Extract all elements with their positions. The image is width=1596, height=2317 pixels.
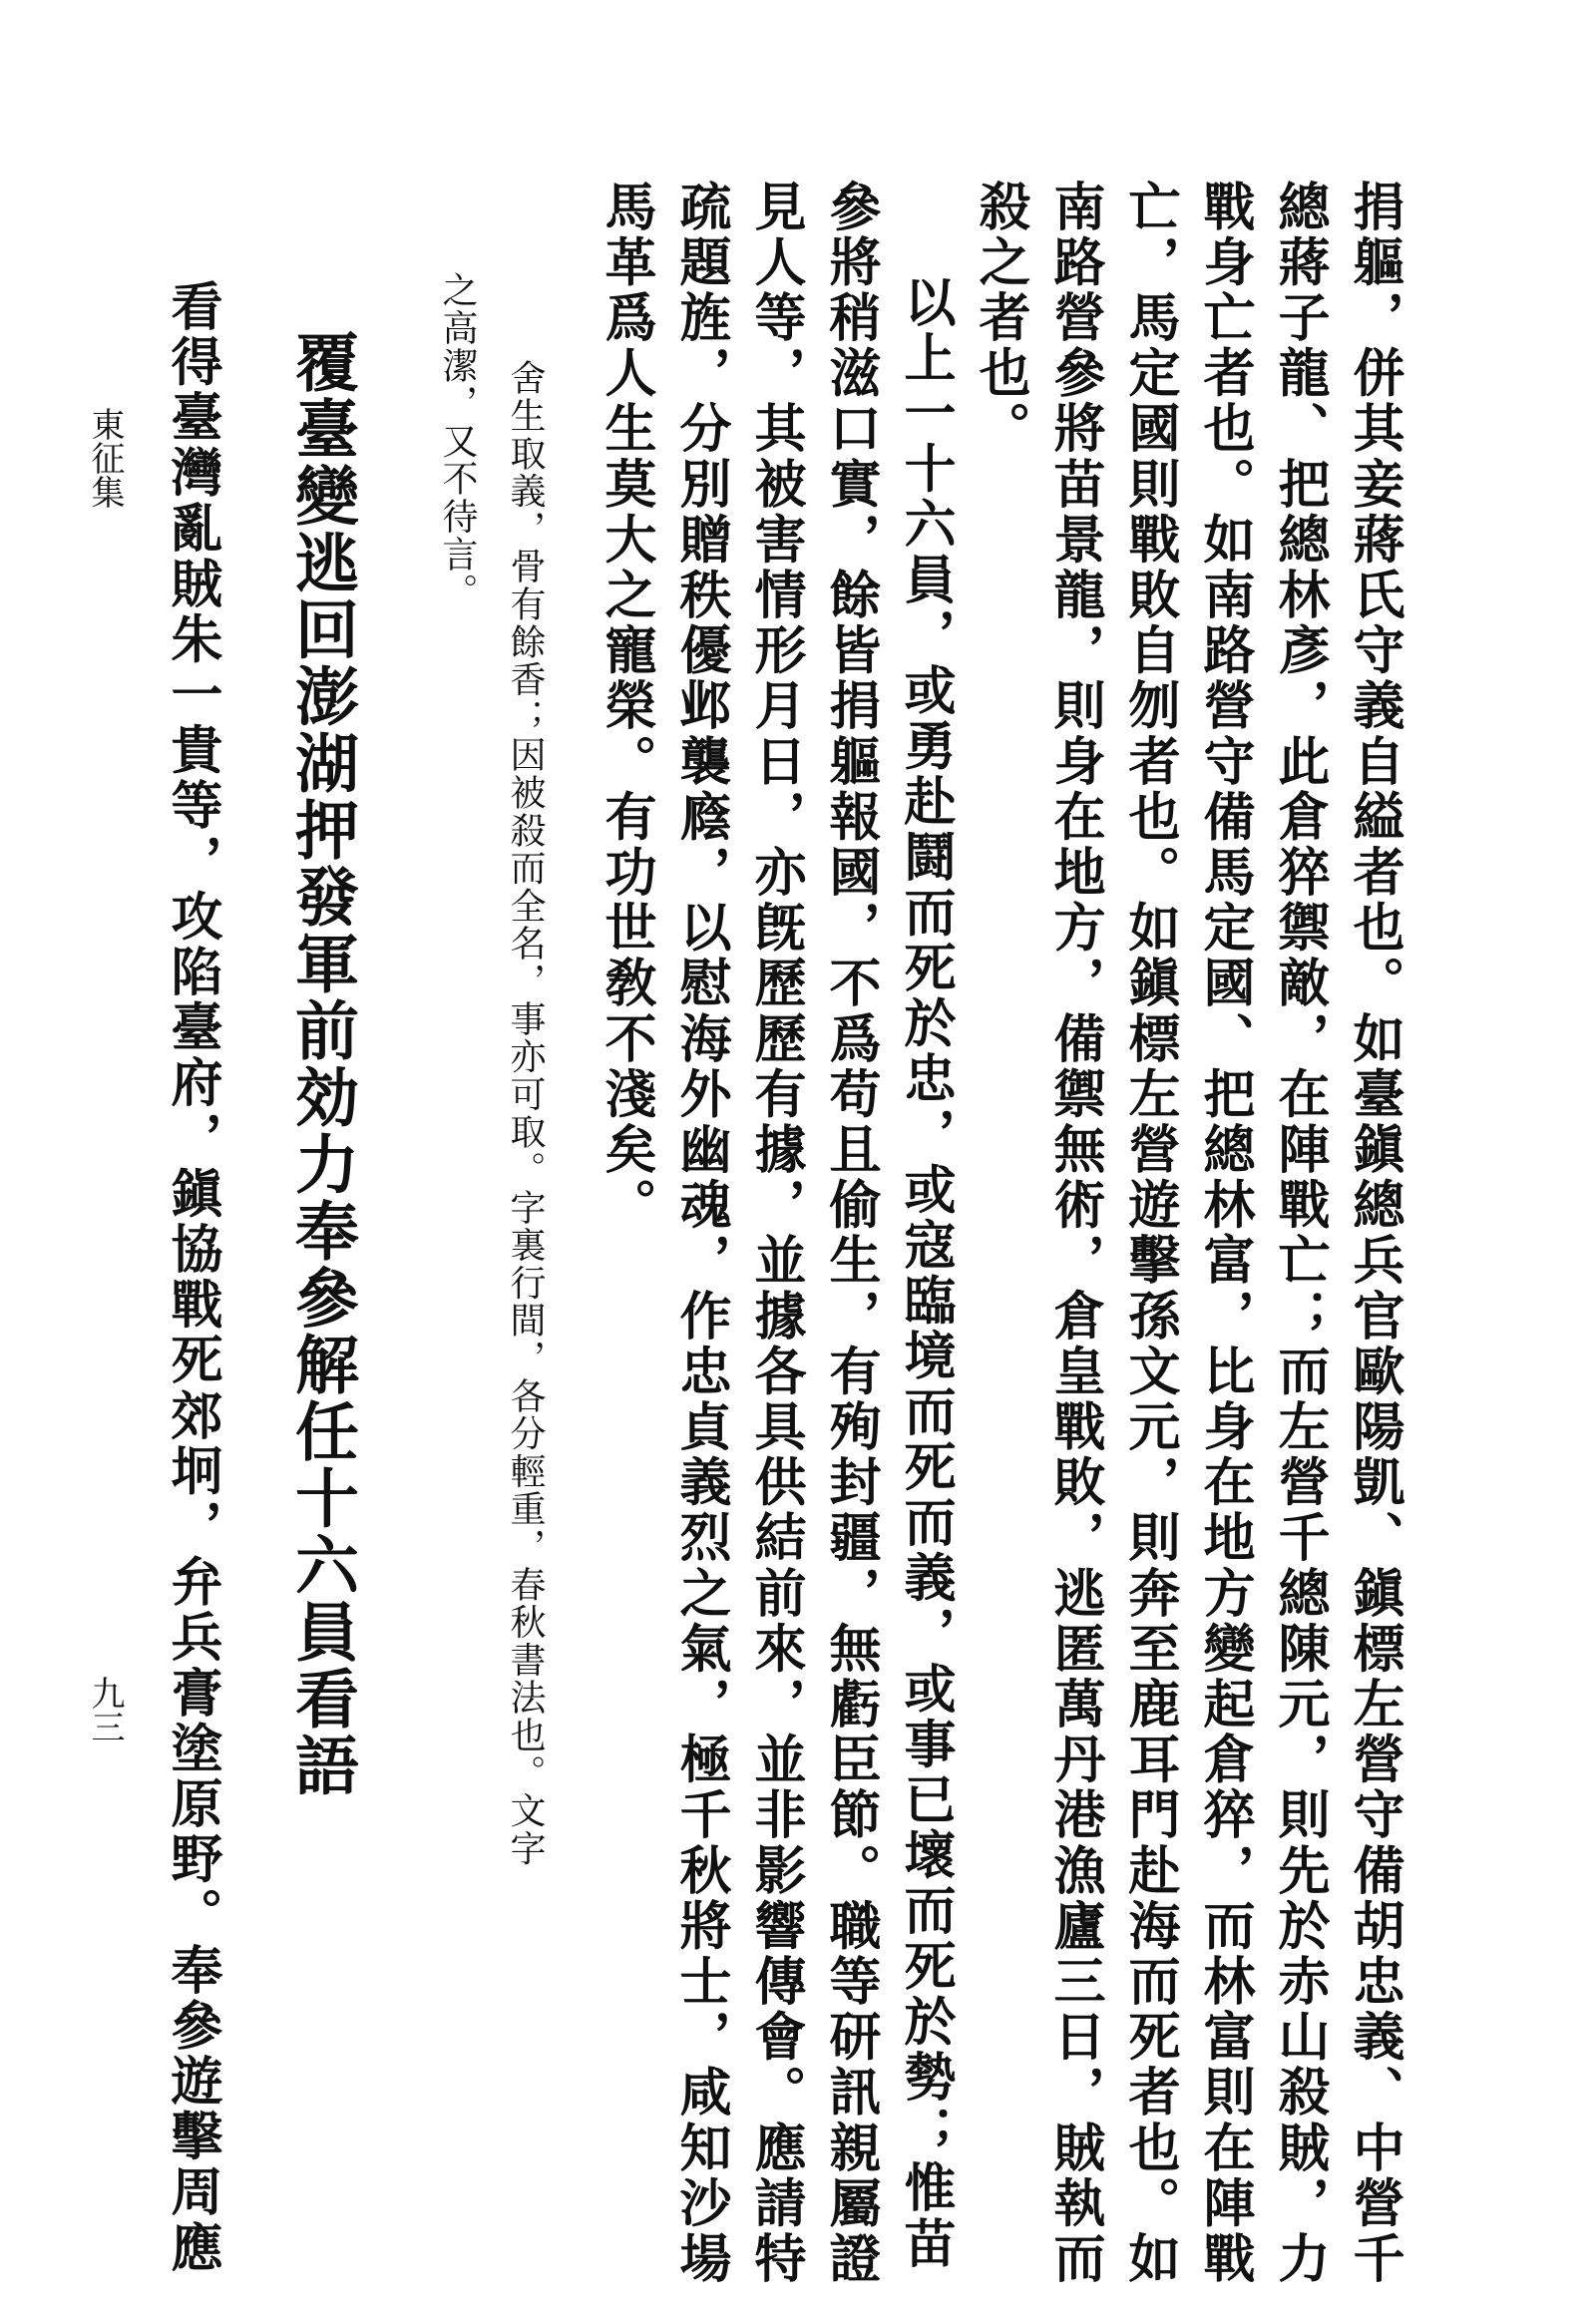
body-column-11: 馬革爲人生莫大之寵榮。有功世敎不淺矣。 bbox=[596, 180, 656, 1234]
body-column-10: 疏題旌，分別贈秩優邺襲廕，以慰海外幽魂，作忠貞義烈之氣，極千秋將士，咸知沙場 bbox=[670, 180, 731, 2287]
commentary-column-2: 之高潔，又不待言。 bbox=[437, 271, 478, 611]
body-column-6: 殺之者也。 bbox=[970, 180, 1030, 457]
page-number: 九三 bbox=[85, 1676, 125, 1743]
book-title: 東征集 bbox=[85, 407, 125, 509]
body-column-2: 總蔣子龍、把總林彥，此倉猝禦敵，在陣戰亡；而左營千總陳元，則先於赤山殺賊，力 bbox=[1269, 180, 1330, 2287]
body-column-8: 參將稍滋口實，餘皆捐軀報國，不爲苟且偷生，有殉封疆，無虧臣節。職等研訊親屬證 bbox=[820, 180, 881, 2287]
body-column-3: 戰身亡者也。如南路營守備馬定國、把總林富，比身在地方變起倉猝，而林富則在陣戰 bbox=[1194, 180, 1255, 2287]
section-title: 覆臺變逃回澎湖押發軍前効力奉參解任十六員看語 bbox=[284, 329, 359, 1799]
body-column-4: 亡，馬定國則戰敗自刎者也。如鎭標左營遊擊孫文元，則奔至鹿耳門赴海而死者也。如 bbox=[1119, 180, 1180, 2287]
body-column-1: 捐軀，併其妾蔣氏守義自縊者也。如臺鎭總兵官歐陽凱、鎭標左營守備胡忠義、中營千 bbox=[1344, 180, 1404, 2287]
body-column-5: 南路營參將苗景龍，則身在地方，備禦無術，倉皇戰敗，逃匿萬丹港漁廬三日，賊執而 bbox=[1044, 180, 1105, 2287]
body-column-9: 見人等，其被害情形月日，亦旣歷歷有據，並據各具供結前來，並非影響傳會。應請特 bbox=[745, 180, 806, 2287]
body-column-7: 以上一十六員，或勇赴鬪而死於忠，或寇臨境而死而義，或事已壞而死於勢；惟苗 bbox=[895, 275, 956, 2272]
section-body-column-1: 看得臺灣亂賊朱一貴等，攻陷臺府，鎭協戰死郊坰，弁兵膏塗原野。奉參遊擊周應 bbox=[162, 279, 222, 2276]
commentary-column-1: 舍生取義，骨有餘香；因被殺而全名，事亦可取。字裏行間，各分輕重，春秋書法也。文字 bbox=[505, 359, 546, 1867]
